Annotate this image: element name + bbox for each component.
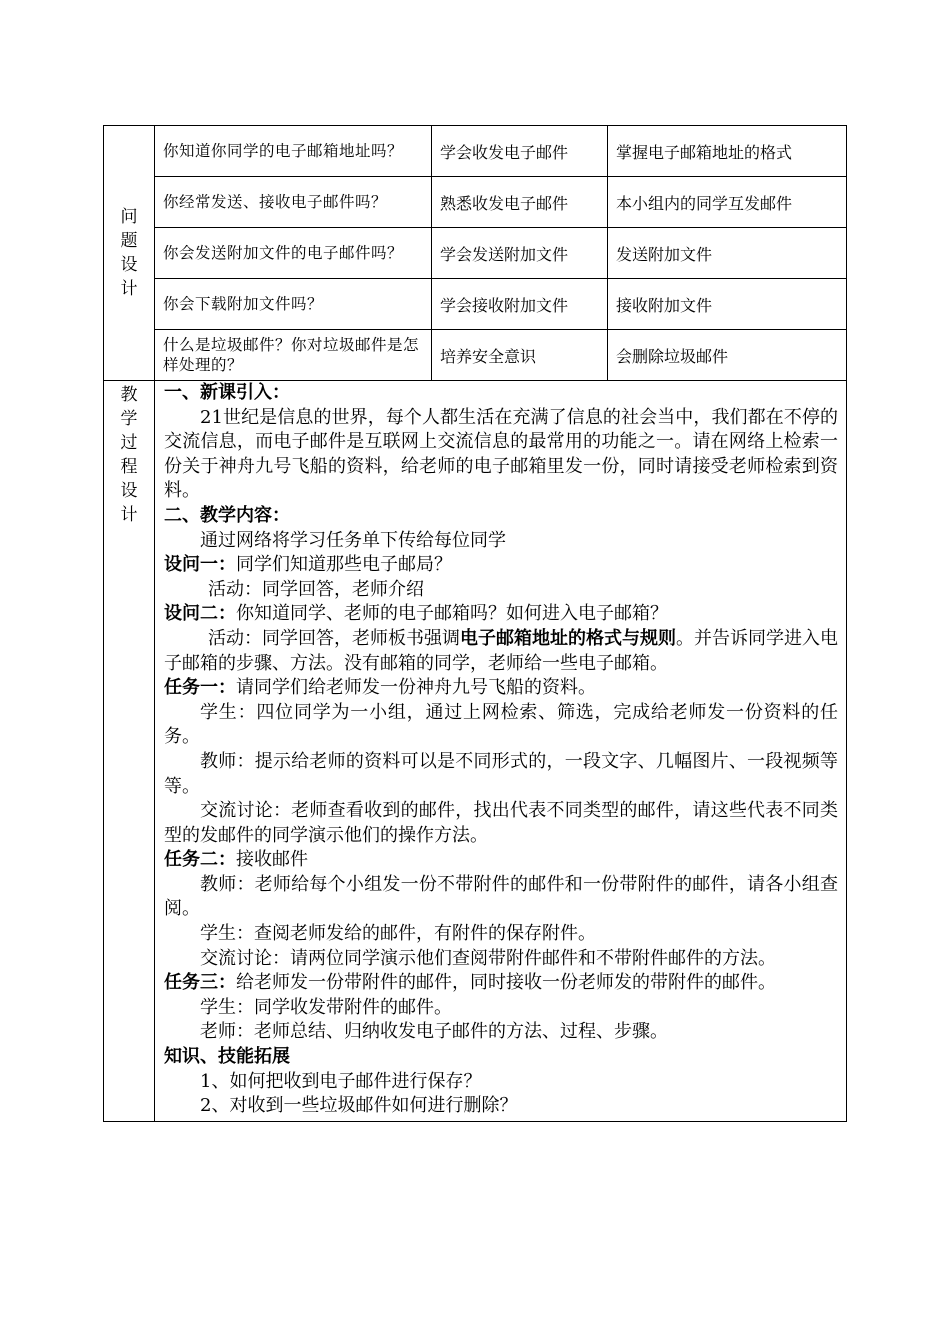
- teaching-content-cell: [155, 381, 847, 1122]
- task-2: 任务二：接收邮件: [164, 849, 308, 871]
- teaching-content: [155, 381, 846, 1121]
- task-2-teacher: 教师：老师给每个小组发一份不带附件的邮件和一份带附件的邮件，请各小组查阅。: [164, 873, 838, 920]
- activity-cell: 发送附加文件: [608, 228, 847, 279]
- task-2-student: 学生：查阅老师发给的邮件，有附件的保存附件。: [200, 923, 596, 945]
- task-3: 任务三：给老师发一份带附件的邮件，同时接收一份老师发的带附件的邮件。: [164, 972, 776, 994]
- question-1: 设问一：同学们知道那些电子邮局？: [164, 554, 452, 576]
- goal-cell: 学会收发电子邮件: [432, 126, 608, 177]
- question-cell: 你会发送附加文件的电子邮件吗？: [155, 228, 432, 279]
- activity-cell: 会删除垃圾邮件: [608, 330, 847, 381]
- intro-heading: 一、新课引入：: [164, 382, 290, 403]
- task-3-teacher: 老师：老师总结、归纳收发电子邮件的方法、过程、步骤。: [200, 1021, 668, 1043]
- question-row-4: [104, 279, 847, 330]
- question-2: 设问二：你知道同学、老师的电子邮箱吗？如何进入电子邮箱？: [164, 603, 668, 625]
- intro-paragraph: 21世纪是信息的世界，每个人都生活在充满了信息的社会当中，我们都在不停的交流信息，而电子邮件是互联网上交流信息的最常用的功能之一。请在网络上检索一份关于神舟九号飞船的资料，给老师的电子邮箱里发一份，同时请接受老师检索到资料。: [164, 406, 838, 502]
- question-row-5: [104, 330, 847, 381]
- question-cell: 什么是垃圾邮件？你对垃圾邮件是怎样处理的？: [155, 330, 432, 381]
- question-row-3: [104, 228, 847, 279]
- activity-cell: 掌握电子邮箱地址的格式: [608, 126, 847, 177]
- extension-heading: 知识、技能拓展: [164, 1046, 290, 1068]
- question-design-label: 问 题 设 计: [104, 126, 155, 381]
- lesson-plan-table: [103, 125, 847, 1122]
- content-heading: 二、教学内容：: [164, 504, 290, 526]
- goal-cell: 培养安全意识: [432, 330, 608, 381]
- content-intro: 通过网络将学习任务单下传给每位同学: [200, 529, 506, 551]
- task-2-discussion: 交流讨论：请两位同学演示他们查阅带附件邮件和不带附件邮件的方法。: [200, 947, 776, 969]
- task-1-student: 学生：四位同学为一小组，通过上网检索、筛选，完成给老师发一份资料的任务。: [164, 701, 838, 748]
- task-1-teacher: 教师：提示给老师的资料可以是不同形式的，一段文字、几幅图片、一段视频等等。: [164, 750, 838, 797]
- question-cell: 你经常发送、接收电子邮件吗？: [155, 177, 432, 228]
- question-cell: 你知道你同学的电子邮箱地址吗？: [155, 126, 432, 177]
- extension-item-2: 2、对收到一些垃圾邮件如何进行删除？: [200, 1095, 518, 1117]
- goal-cell: 熟悉收发电子邮件: [432, 177, 608, 228]
- activity-cell: 接收附加文件: [608, 279, 847, 330]
- activity-cell: 本小组内的同学互发邮件: [608, 177, 847, 228]
- question-1-activity: 活动：同学回答，老师介绍: [208, 578, 424, 600]
- teaching-design-row: [104, 381, 847, 1122]
- question-row-2: [104, 177, 847, 228]
- question-2-activity: 活动：同学回答，老师板书强调电子邮箱地址的格式与规则。并告诉同学进入电子邮箱的步骤、方法。没有邮箱的同学，老师给一些电子邮箱。: [164, 627, 838, 674]
- extension-item-1: 1、如何把收到电子邮件进行保存？: [200, 1070, 482, 1092]
- goal-cell: 学会发送附加文件: [432, 228, 608, 279]
- goal-cell: 学会接收附加文件: [432, 279, 608, 330]
- teaching-design-label: 教 学 过 程 设 计: [104, 381, 155, 1122]
- task-1: 任务一：请同学们给老师发一份神舟九号飞船的资料。: [164, 677, 596, 699]
- task-1-discussion: 交流讨论：老师查看收到的邮件，找出代表不同类型的邮件，请这些代表不同类型的发邮件的同学演示他们的操作方法。: [164, 800, 838, 846]
- task-3-student: 学生：同学收发带附件的邮件。: [200, 996, 452, 1018]
- question-row-1: [104, 126, 847, 177]
- question-cell: 你会下载附加文件吗？: [155, 279, 432, 330]
